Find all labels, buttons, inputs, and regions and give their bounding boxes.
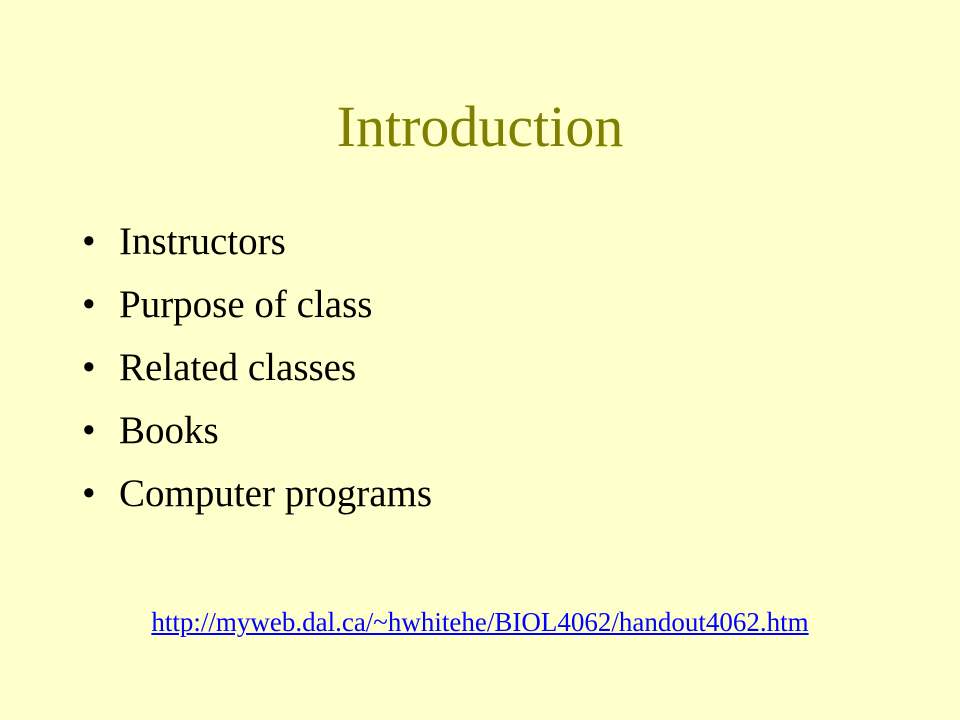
bullet-list bbox=[82, 210, 432, 525]
bullet-text: Instructors bbox=[119, 220, 286, 263]
bullet-item-books bbox=[82, 399, 432, 462]
bullet-icon: • bbox=[82, 220, 96, 263]
bullet-text: Related classes bbox=[119, 346, 357, 389]
bullet-item-purpose-of-class bbox=[82, 273, 432, 336]
bullet-text: Purpose of class bbox=[119, 283, 373, 326]
bullet-item-instructors bbox=[82, 210, 432, 273]
bullet-text: Books bbox=[119, 409, 219, 452]
bullet-item-related-classes bbox=[82, 336, 432, 399]
slide-title: Introduction bbox=[336, 94, 624, 159]
bullet-icon: • bbox=[82, 283, 96, 326]
bullet-icon: • bbox=[82, 346, 96, 389]
bullet-item-computer-programs bbox=[82, 462, 432, 525]
bullet-icon: • bbox=[82, 409, 96, 452]
handout-link-container bbox=[0, 604, 960, 640]
bullet-text: Computer programs bbox=[119, 472, 433, 515]
handout-link[interactable]: http://myweb.dal.ca/~hwhitehe/BIOL4062/handout4062.htm bbox=[151, 607, 809, 637]
bullet-icon: • bbox=[82, 472, 96, 515]
